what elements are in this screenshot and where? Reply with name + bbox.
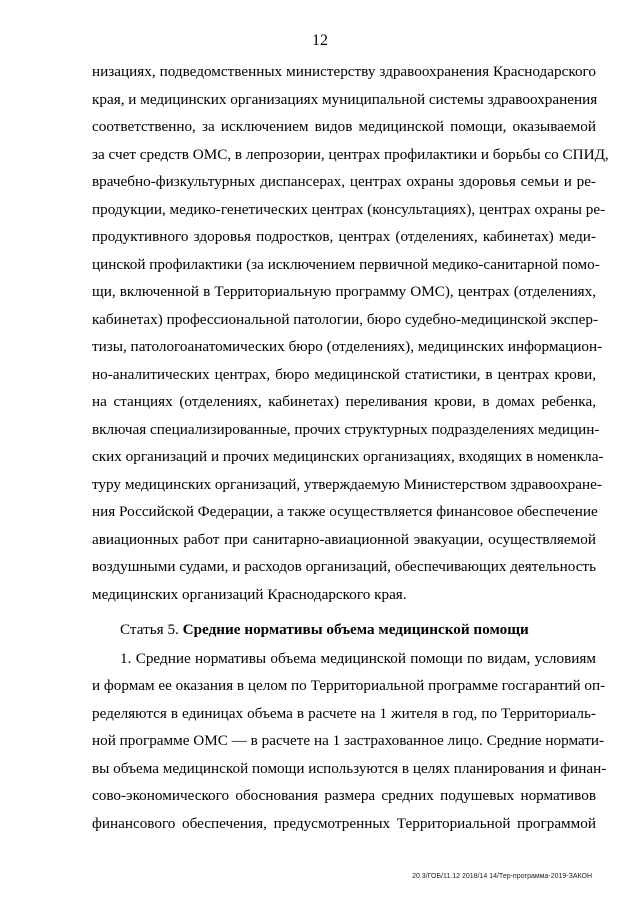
article-title: Средние нормативы объема медицинской помощи xyxy=(182,621,529,638)
article-heading xyxy=(120,620,600,640)
text-line: тизы, патологоанатомических бюро (отделениях), медицинских информацион- xyxy=(92,338,603,355)
text-line: кабинетах) профессиональной патологии, бюро судебно-медицинской экспер- xyxy=(92,311,599,328)
article-number: Статья 5. xyxy=(120,621,183,638)
text-line: врачебно-физкультурных диспансерах, центрах охраны здоровья семьи и ре- xyxy=(92,173,596,190)
text-line: щи, включенной в Территориальную программу ОМС), центрах (отделениях, xyxy=(92,283,596,300)
text-line: за счет средств ОМС, в лепрозории, центрах профилактики и борьбы со СПИД, xyxy=(92,146,609,163)
text-line: ских организаций и прочих медицинских организациях, входящих в номенкла- xyxy=(92,448,604,465)
page-number: 12 xyxy=(312,32,328,49)
text-line: ределяются в единицах объема в расчете на 1 жителя в год, по Территориаль- xyxy=(92,705,596,722)
text-line: ной программе ОМС — в расчете на 1 застрахованное лицо. Средние нормати- xyxy=(92,732,605,749)
text-line: края, и медицинских организациях муниципальной системы здравоохранения xyxy=(92,91,598,108)
text-line: продуктивного здоровья подростков, центрах (отделениях, кабинетах) меди- xyxy=(92,228,596,245)
text-line: вы объема медицинской помощи используются в целях планирования и финан- xyxy=(92,760,607,777)
text-line: низациях, подведомственных министерству здравоохранения Краснодарского xyxy=(92,63,596,80)
text-line: соответственно, за исключением видов медицинской помощи, оказываемой xyxy=(92,118,596,135)
text-line: ния Российской Федерации, а также осуществляется финансовое обеспечение xyxy=(92,503,598,520)
text-line: цинской профилактики (за исключением первичной медико-санитарной помо- xyxy=(92,256,600,273)
text-line: продукции, медико-генетических центрах (консультациях), центрах охраны ре- xyxy=(92,201,606,218)
text-line: авиационных работ при санитарно-авиационной эвакуации, осуществляемой xyxy=(92,531,596,548)
document-footer-code: 20.3/ГОБ/11.12 2018/14 14/Тер-программа-2019-ЗАКОН xyxy=(412,873,592,880)
text-line: сово-экономического обоснования размера средних подушевых нормативов xyxy=(92,787,596,804)
text-line: финансового обеспечения, предусмотренных Территориальной программой xyxy=(92,815,596,832)
text-line: воздушными судами, и расходов организаций, обеспечивающих деятельность xyxy=(92,558,596,575)
text-line: но-аналитических центрах, бюро медицинской статистики, в центрах крови, xyxy=(92,366,596,383)
text-line: медицинских организаций Краснодарского края. xyxy=(92,586,407,603)
text-line: и формам ее оказания в целом по Территориальной программе госгарантий оп- xyxy=(92,677,606,694)
text-line: на станциях (отделениях, кабинетах) переливания крови, в домах ребенка, xyxy=(92,393,596,410)
text-line: 1. Средние нормативы объема медицинской помощи по видам, условиям xyxy=(120,650,596,667)
text-line: туру медицинских организаций, утверждаемую Министерством здравоохране- xyxy=(92,476,602,493)
text-line: включая специализированные, прочих структурных подразделениях медицин- xyxy=(92,421,600,438)
